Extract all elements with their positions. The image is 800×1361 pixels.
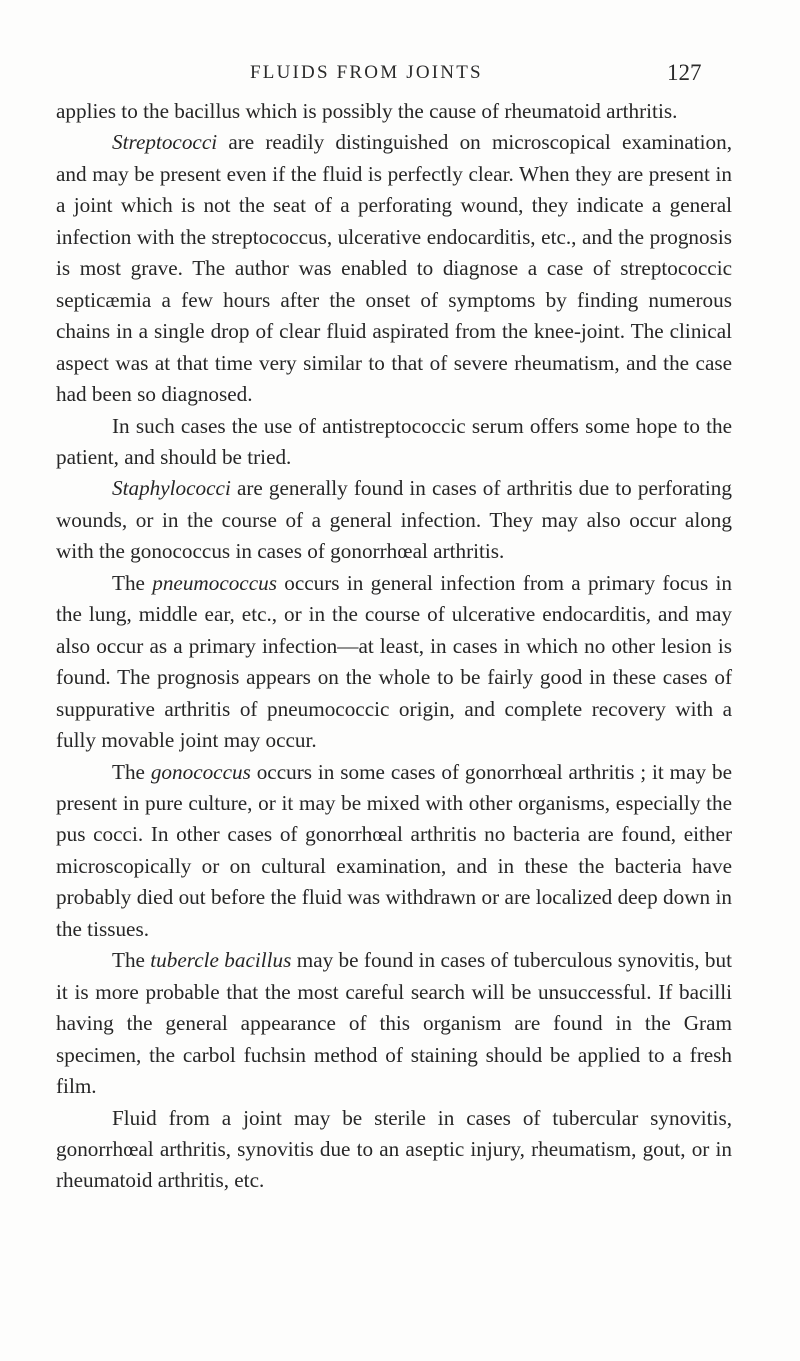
text-run: In such cases the use of antistreptococcic serum offers some hope to the patient, and should be tried.: [56, 413, 732, 469]
paragraph: [56, 1103, 732, 1197]
body-text: [56, 96, 732, 1197]
running-title: FLUIDS FROM JOINTS: [250, 62, 483, 83]
paragraph: [56, 757, 732, 946]
paragraph: [56, 127, 732, 410]
text-run: occurs in general infection from a primary focus in the lung, middle ear, etc., or in the course of ulcerative endocarditis, and may also occur as a primary infection—at least, in cases in which no other lesion is found. The prognosis appears on the whole to be fairly good in these cases of suppurative arthritis of pneumococcic origin, and complete recovery with a fully movable joint may occur.: [56, 570, 732, 753]
running-head: [0, 62, 800, 92]
italic-term: Staphylococci: [112, 476, 231, 501]
page-number: 127: [667, 60, 702, 85]
italic-term: Streptococci: [112, 130, 218, 155]
text-run: The: [112, 948, 151, 973]
italic-term: pneumococcus: [152, 570, 277, 595]
italic-term: tubercle bacillus: [150, 948, 292, 973]
paragraph: [56, 473, 732, 567]
text-run: Fluid from a joint may be sterile in cases of tubercular synovitis, gonorrhœal arthritis, synovitis due to an aseptic injury, rheumatism, gout, or in rheumatoid arthritis, etc.: [56, 1105, 732, 1193]
paragraph: [56, 411, 732, 474]
paragraph: [56, 96, 732, 127]
paragraph: [56, 945, 732, 1102]
paragraph: [56, 568, 732, 757]
text-run: are readily distinguished on microscopical examination, and may be present even if the fluid is perfectly clear. When they are present in a joint which is not the seat of a perforating wound, they indicate a general infection with the streptococcus, ulcerative endocarditis, etc., and the prognosis is most grave. The author was enabled to diagnose a case of streptococcic septicæmia a few hours after the onset of symptoms by finding numerous chains in a single drop of clear fluid aspirated from the knee-joint. The clinical aspect was at that time very similar to that of severe rheumatism, and the case had been so diagnosed.: [56, 130, 732, 407]
italic-term: gonococcus: [150, 759, 251, 784]
text-run: may be found in cases of tuberculous synovitis, but it is more probable that the most careful search will be unsuccessful. If bacilli having the general appearance of this organism are found in the Gram specimen, the carbol fuchsin method of staining should be applied to a fresh film.: [56, 948, 732, 1099]
text-run: applies to the bacillus which is possibly the cause of rheumatoid arthritis.: [56, 99, 678, 123]
text-run: are generally found in cases of arthritis due to perforating wounds, or in the course of a general infection. They may also occur along with the gonococcus in cases of gonorrhœal arthritis.: [56, 476, 732, 564]
text-run: occurs in some cases of gonorrhœal arthritis ; it may be present in pure culture, or it may be mixed with other organisms, especially the pus cocci. In other cases of gonorrhœal arthritis no bacteria are found, either microscopically or on cultural examination, and in these the bacteria have probably died out before the fluid was withdrawn or are localized deep down in the tissues.: [56, 759, 732, 941]
text-run: The: [112, 759, 151, 784]
text-run: The: [112, 570, 153, 595]
